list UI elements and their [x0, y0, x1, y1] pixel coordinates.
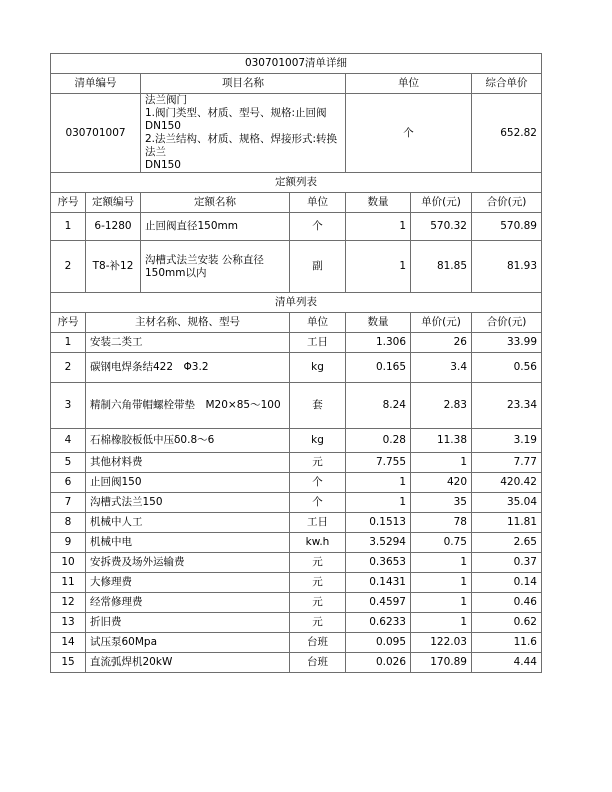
quota-name: 沟槽式法兰安装 公称直径150mm以内: [141, 241, 290, 293]
material-unit: 个: [290, 473, 346, 493]
material-no: 6: [51, 473, 86, 493]
material-no: 4: [51, 429, 86, 453]
quota-col-header: 合价(元): [472, 193, 542, 213]
material-price: 0.75: [411, 533, 472, 553]
material-row: [51, 453, 542, 473]
quota-qty: 1: [346, 213, 411, 241]
quota-header-row: [51, 193, 542, 213]
quota-col-header: 数量: [346, 193, 411, 213]
material-row: [51, 353, 542, 383]
quota-price: 81.85: [411, 241, 472, 293]
material-qty: 0.165: [346, 353, 411, 383]
quota-col-header: 定额编号: [86, 193, 141, 213]
material-qty: 1: [346, 493, 411, 513]
material-qty: 0.28: [346, 429, 411, 453]
material-price: 420: [411, 473, 472, 493]
materials-col-header: 单位: [290, 313, 346, 333]
code-header: 清单编号: [51, 74, 141, 94]
material-unit: 元: [290, 573, 346, 593]
table-title: 030701007清单详细: [51, 54, 542, 74]
material-qty: 1.306: [346, 333, 411, 353]
material-name: 其他材料费: [86, 453, 290, 473]
material-no: 9: [51, 533, 86, 553]
material-price: 1: [411, 613, 472, 633]
material-total: 7.77: [472, 453, 542, 473]
material-row: [51, 593, 542, 613]
material-no: 10: [51, 553, 86, 573]
material-name: 试压泵60Mpa: [86, 633, 290, 653]
material-total: 33.99: [472, 333, 542, 353]
material-no: 15: [51, 653, 86, 673]
title-row: [51, 54, 542, 74]
material-price: 26: [411, 333, 472, 353]
material-qty: 0.1431: [346, 573, 411, 593]
quota-col-header: 序号: [51, 193, 86, 213]
material-total: 11.6: [472, 633, 542, 653]
material-total: 0.46: [472, 593, 542, 613]
material-price: 122.03: [411, 633, 472, 653]
quota-qty: 1: [346, 241, 411, 293]
material-name: 精制六角带帽螺栓带垫 M20×85～100: [86, 383, 290, 429]
quota-code: T8-补12: [86, 241, 141, 293]
materials-col-header: 序号: [51, 313, 86, 333]
material-row: [51, 383, 542, 429]
material-qty: 0.3653: [346, 553, 411, 573]
material-price: 3.4: [411, 353, 472, 383]
quota-row: [51, 241, 542, 293]
material-total: 0.62: [472, 613, 542, 633]
material-unit: 元: [290, 553, 346, 573]
quota-col-header: 定额名称: [141, 193, 290, 213]
material-price: 78: [411, 513, 472, 533]
material-name: 安拆费及场外运输费: [86, 553, 290, 573]
unit-header: 单位: [346, 74, 472, 94]
material-no: 8: [51, 513, 86, 533]
material-name: 直流弧焊机20kW: [86, 653, 290, 673]
material-row: [51, 333, 542, 353]
material-row: [51, 613, 542, 633]
material-price: 35: [411, 493, 472, 513]
material-unit: 元: [290, 453, 346, 473]
material-unit: 台班: [290, 653, 346, 673]
material-name: 大修理费: [86, 573, 290, 593]
quota-section-row: [51, 173, 542, 193]
material-total: 4.44: [472, 653, 542, 673]
name-header: 项目名称: [141, 74, 346, 94]
price-header: 综合单价: [472, 74, 542, 94]
item-name-line: 法兰阀门: [145, 94, 187, 106]
material-name: 碳钢电焊条结422 Φ3.2: [86, 353, 290, 383]
material-unit: kg: [290, 353, 346, 383]
material-row: [51, 573, 542, 593]
quota-no: 2: [51, 241, 86, 293]
material-no: 3: [51, 383, 86, 429]
material-unit: 元: [290, 613, 346, 633]
material-total: 11.81: [472, 513, 542, 533]
material-unit: kw.h: [290, 533, 346, 553]
material-total: 23.34: [472, 383, 542, 429]
material-qty: 1: [346, 473, 411, 493]
quota-total: 570.89: [472, 213, 542, 241]
material-row: [51, 633, 542, 653]
material-total: 420.42: [472, 473, 542, 493]
material-total: 3.19: [472, 429, 542, 453]
material-no: 14: [51, 633, 86, 653]
material-no: 1: [51, 333, 86, 353]
materials-col-header: 主材名称、规格、型号: [86, 313, 290, 333]
quota-section-title: 定额列表: [51, 173, 542, 193]
material-price: 11.38: [411, 429, 472, 453]
material-name: 沟槽式法兰150: [86, 493, 290, 513]
material-name: 经常修理费: [86, 593, 290, 613]
material-total: 0.56: [472, 353, 542, 383]
material-name: 机械中人工: [86, 513, 290, 533]
material-unit: 套: [290, 383, 346, 429]
materials-section-row: [51, 293, 542, 313]
material-name: 止回阀150: [86, 473, 290, 493]
material-price: 1: [411, 453, 472, 473]
quota-no: 1: [51, 213, 86, 241]
material-name: 石棉橡胶板低中压δ0.8～6: [86, 429, 290, 453]
material-row: [51, 429, 542, 453]
material-no: 11: [51, 573, 86, 593]
material-price: 1: [411, 553, 472, 573]
material-total: 0.14: [472, 573, 542, 593]
material-price: 1: [411, 573, 472, 593]
materials-col-header: 数量: [346, 313, 411, 333]
material-price: 170.89: [411, 653, 472, 673]
material-unit: 个: [290, 493, 346, 513]
material-qty: 0.4597: [346, 593, 411, 613]
material-qty: 0.026: [346, 653, 411, 673]
quota-row: [51, 213, 542, 241]
item-code: 030701007: [51, 94, 141, 173]
quota-unit: 副: [290, 241, 346, 293]
item-name-line: DN150: [145, 159, 181, 171]
material-row: [51, 533, 542, 553]
item-name-line: 2.法兰结构、材质、规格、焊接形式:转换法兰: [145, 133, 338, 158]
material-name: 机械中电: [86, 533, 290, 553]
material-total: 2.65: [472, 533, 542, 553]
material-row: [51, 473, 542, 493]
material-price: 1: [411, 593, 472, 613]
quota-col-header: 单价(元): [411, 193, 472, 213]
quota-code: 6-1280: [86, 213, 141, 241]
material-row: [51, 493, 542, 513]
quota-total: 81.93: [472, 241, 542, 293]
materials-header-row: [51, 313, 542, 333]
material-total: 0.37: [472, 553, 542, 573]
materials-section-title: 清单列表: [51, 293, 542, 313]
item-row: [51, 94, 542, 173]
material-name: 安装二类工: [86, 333, 290, 353]
material-qty: 0.1513: [346, 513, 411, 533]
quota-name: 止回阀直径150mm: [141, 213, 290, 241]
quota-col-header: 单位: [290, 193, 346, 213]
material-qty: 8.24: [346, 383, 411, 429]
material-qty: 0.095: [346, 633, 411, 653]
material-no: 5: [51, 453, 86, 473]
material-unit: 台班: [290, 633, 346, 653]
quota-unit: 个: [290, 213, 346, 241]
material-no: 7: [51, 493, 86, 513]
material-qty: 3.5294: [346, 533, 411, 553]
material-qty: 7.755: [346, 453, 411, 473]
material-price: 2.83: [411, 383, 472, 429]
item-name-line: 1.阀门类型、材质、型号、规格:止回阀DN150: [145, 107, 327, 132]
material-unit: 元: [290, 593, 346, 613]
material-no: 12: [51, 593, 86, 613]
material-unit: kg: [290, 429, 346, 453]
quota-price: 570.32: [411, 213, 472, 241]
materials-col-header: 单价(元): [411, 313, 472, 333]
item-price: 652.82: [472, 94, 542, 173]
material-row: [51, 653, 542, 673]
header-row: [51, 74, 542, 94]
material-no: 13: [51, 613, 86, 633]
materials-col-header: 合价(元): [472, 313, 542, 333]
item-unit: 个: [346, 94, 472, 173]
material-row: [51, 553, 542, 573]
material-name: 折旧费: [86, 613, 290, 633]
item-name: [141, 94, 346, 173]
bill-detail-table: [50, 53, 542, 673]
material-total: 35.04: [472, 493, 542, 513]
material-unit: 工日: [290, 513, 346, 533]
material-unit: 工日: [290, 333, 346, 353]
material-no: 2: [51, 353, 86, 383]
material-qty: 0.6233: [346, 613, 411, 633]
material-row: [51, 513, 542, 533]
